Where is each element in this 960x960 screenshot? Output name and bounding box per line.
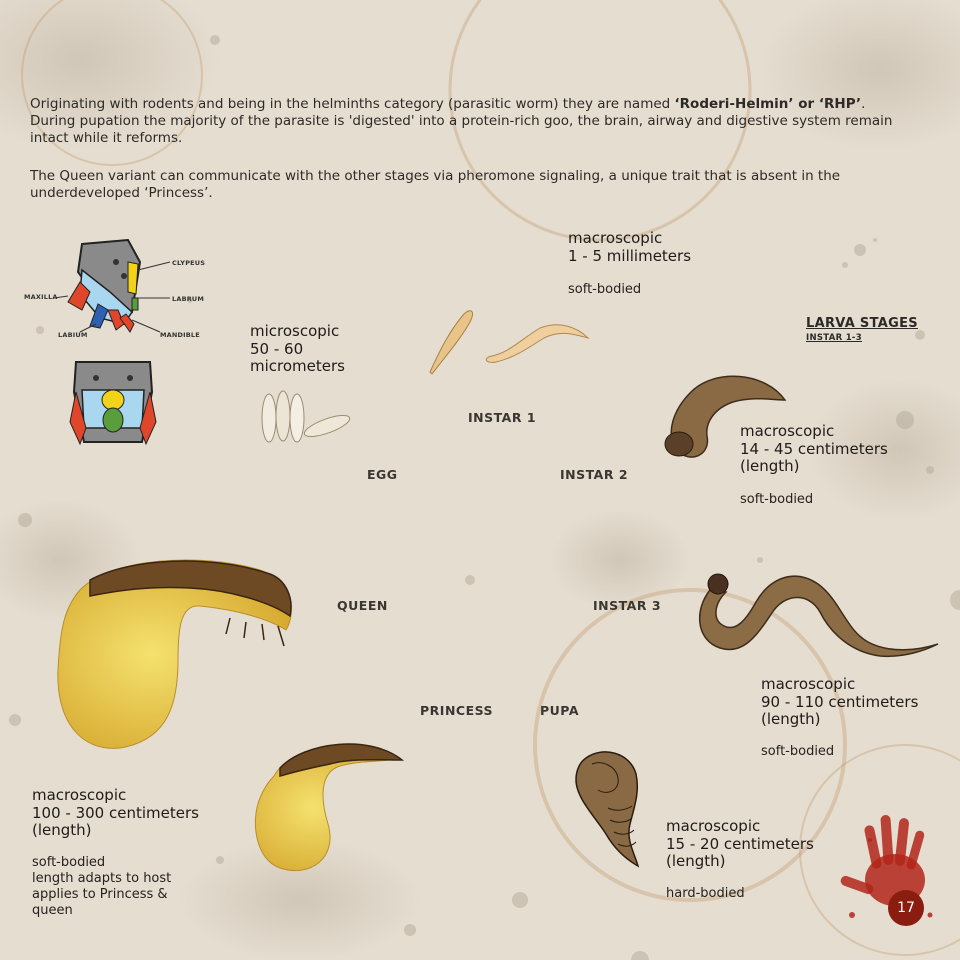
head-front-view-illustration xyxy=(70,362,156,444)
egg-size-range: 50 - 60 xyxy=(250,339,304,358)
instar3-size-range: 90 - 110 centimeters xyxy=(761,692,919,711)
pupa-size-info xyxy=(666,818,814,871)
instar3-illustration xyxy=(690,570,940,675)
instar2-body-note: soft-bodied xyxy=(740,492,814,507)
stage-label-instar2: INSTAR 2 xyxy=(560,467,629,482)
instar2-scale: macroscopic xyxy=(740,422,835,440)
stage-label-egg: EGG xyxy=(367,467,398,482)
pupa-size-unit: (length) xyxy=(666,852,726,870)
diagram-label-labium: LABIUM xyxy=(58,331,88,339)
head-side-view-illustration xyxy=(68,240,140,332)
instar3-scale: macroscopic xyxy=(761,675,856,693)
intro-text-1c: During pupation the majority of the parasite is 'digested' into a protein-rich goo, the brain, airway and digestive system remain intact while it reforms. xyxy=(30,113,893,146)
queen-note-queen: queen xyxy=(32,903,73,918)
legend-subtitle: INSTAR 1-3 xyxy=(806,333,862,343)
pupa-body-note: hard-bodied xyxy=(666,886,745,901)
stage-label-queen: QUEEN xyxy=(337,598,388,613)
instar2-size-range: 14 - 45 centimeters xyxy=(740,439,888,458)
instar3-size-unit: (length) xyxy=(761,710,821,728)
instar1-body-note: soft-bodied xyxy=(568,282,642,297)
queen-size-unit: (length) xyxy=(32,821,92,839)
stage-label-pupa: PUPA xyxy=(540,703,579,718)
egg-scale: microscopic xyxy=(250,322,340,340)
page-number-badge: 17 xyxy=(888,890,924,926)
queen-note-length: length adapts to host xyxy=(32,871,172,886)
intro-text-1a: Originating with rodents and being in the helminths category (parasitic worm) they are named xyxy=(30,96,675,112)
diagram-label-clypeus: CLYPEUS xyxy=(172,259,206,267)
princess-illustration xyxy=(250,732,410,877)
queen-size-info xyxy=(32,787,199,840)
intro-text-1b: . xyxy=(861,96,866,112)
instar1-scale: macroscopic xyxy=(568,229,663,247)
egg-illustration xyxy=(255,388,355,448)
intro-name-bold: ‘Roderi-Helmin’ or ‘RHP’ xyxy=(674,96,862,112)
instar3-body-note: soft-bodied xyxy=(761,744,835,759)
pupa-illustration xyxy=(572,748,644,868)
instar1-illustration xyxy=(420,300,600,380)
instar1-size-range: 1 - 5 millimeters xyxy=(568,246,692,265)
queen-note-body: soft-bodied xyxy=(32,855,106,870)
diagram-label-mandible: MANDIBLE xyxy=(160,331,200,339)
stage-label-instar3: INSTAR 3 xyxy=(593,598,662,613)
diagram-label-maxilla: MAXILLA xyxy=(24,293,58,301)
intro-paragraph-2: The Queen variant can communicate with the other stages via pheromone signaling, a unique trait that is absent in the underdeveloped ‘Princess’. xyxy=(30,168,841,201)
instar2-size-unit: (length) xyxy=(740,457,800,475)
instar2-size-info xyxy=(740,423,888,476)
legend-title: LARVA STAGES xyxy=(806,316,918,331)
egg-size-unit: micrometers xyxy=(250,357,345,375)
queen-illustration xyxy=(50,550,300,750)
queen-scale: macroscopic xyxy=(32,786,127,804)
instar1-size-info xyxy=(568,230,691,265)
stage-label-princess: PRINCESS xyxy=(420,703,494,718)
egg-size-info xyxy=(250,323,345,376)
queen-note-applies: applies to Princess & xyxy=(32,887,168,902)
diagram-label-labrum: LABRUM xyxy=(172,295,205,303)
queen-body-notes xyxy=(32,855,171,919)
pupa-scale: macroscopic xyxy=(666,817,761,835)
intro-paragraph-1 xyxy=(30,96,930,147)
stage-label-instar1: INSTAR 1 xyxy=(468,410,537,425)
pupa-size-range: 15 - 20 centimeters xyxy=(666,834,814,853)
queen-size-range: 100 - 300 centimeters xyxy=(32,803,199,822)
instar3-size-info xyxy=(761,676,918,729)
